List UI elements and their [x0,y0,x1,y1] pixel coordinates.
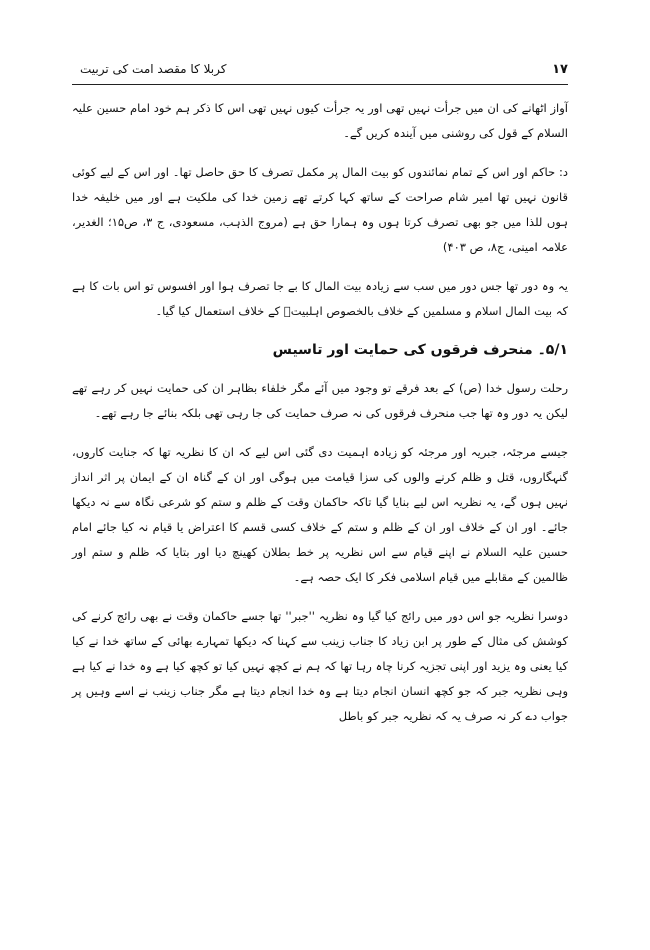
paragraph-6: دوسرا نظریہ جو اس دور میں رائج کیا گیا وہ نظریہ ''جبر'' تھا جسے حاکمان وقت نے بھی رائج کرنے کی کوشش کی مثال کے طور پر ابن زیاد کا جناب زینب سے کہنا کہ دیکھا تمہارے بھائی کے ساتھ خدا نے کیا کیا یعنی وہ یزید اور اپنی تجزیہ کرنا چاہ رہا تھا کہ ہم نے کچھ نہیں کیا تو کچھ کیا ہے وہ خدا نے کیا ہے وہی نظریہ جبر کہ جو کچھ انسان انجام دیتا ہے وہ خدا انجام دیتا ہے مگر جناب زینب نے اسے وہیں پر جواب دے کر نہ صرف یہ کہ نظریہ جبر کو باطل [72,609,568,723]
paragraph-1: آواز اٹھانے کی ان میں جرأت نہیں تھی اور یہ جرأت کیوں نہیں تھی اس کا ذکر ہم خود امام حسین علیہ السلام کے قول کی روشنی میں آیندہ کریں گے۔ [72,101,568,140]
header-divider [72,84,568,85]
section-heading: ۵/۱۔ منحرف فرقوں کی حمایت اور تاسیس [272,342,568,358]
paragraph-5: جیسے مرجئہ، جبریہ اور مرجئہ کو زیادہ اہمیت دی گئی اس لیے کہ ان کا نظریہ تھا کہ جنایت کاروں، گنہگاروں، قتل و ظلم کرنے والوں کی سزا قیامت میں ہوگی اور ان کے گناہ ان کے ایمان پر اثر انداز نہیں ہوں گے، یہ نظریہ اس لیے بنایا گیا تاکہ حاکمان وقت کے ظلم و ستم کو شرعی نگاہ سے نہ دیکھا جائے۔ اور ان کے خلاف اور ان کے ظلم و ستم کے خلاف کسی قسم کا اعتراض یا قیام نہ کیا جائے امام حسین علیہ السلام نے اپنے قیام سے اس نظریہ پر خط بطلان کھینچ دیا اور بتایا کہ ظلم و ستم اور ظالمین کے مقابلے میں قیام اسلامی فکر کا ایک حصہ ہے۔ [72,445,568,584]
paragraph-4: رحلت رسول خدا (ص) کے بعد فرقے تو وجود میں آئے مگر خلفاء بظاہر ان کی حمایت نہیں کر رہے تھے لیکن یہ دور وہ تھا جب منحرف فرقوں کی نہ صرف حمایت کی جا رہی تھی بلکہ بنائے جا رہے تھے۔ [72,381,568,420]
page-header [72,62,568,84]
paragraph-3: یہ وہ دور تھا جس دور میں سب سے زیادہ بیت المال کا بے جا تصرف ہوا اور افسوس تو اس بات کا ہے کہ بیت المال اسلام و مسلمین کے خلاف بالخصوص اہلبیتؑ کے خلاف استعمال کیا گیا۔ [72,279,568,318]
paragraph-2: د: حاکم اور اس کے تمام نمائندوں کو بیت المال پر مکمل تصرف کا حق حاصل تھا۔ اور اس کے لیے کوئی قانون نہیں تھا امیر شام صراحت کے ساتھ کہا کرتے تھے زمین خدا کی ملکیت ہے اور میں خلیفہ خدا ہوں للذا میں جو بھی تصرف کرتا ہوں وہ ہمارا حق ہے (مروج الذہب، مسعودی، ج ۳، ص۱۵؛ الغدیر، علامہ امینی، ج۸، ص ۴۰۳) [72,165,569,254]
page-body [72,96,568,743]
running-title: کربلا کا مقصد امت کی تربیت [80,62,227,76]
page-number: ۱۷ [552,62,568,77]
